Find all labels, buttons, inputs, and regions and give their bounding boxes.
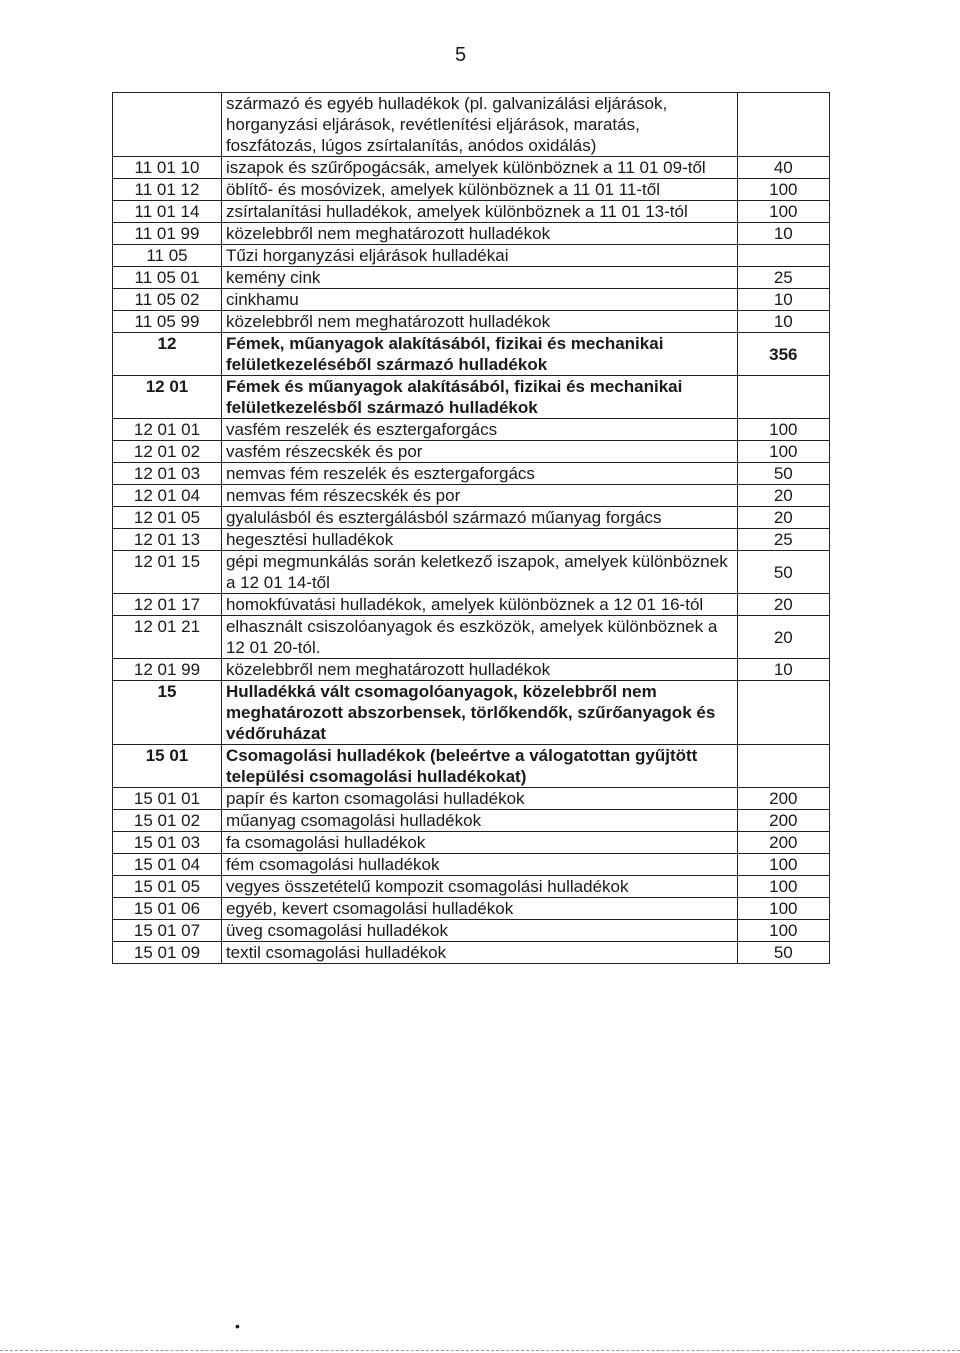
description-cell: műanyag csomagolási hulladékok	[221, 810, 737, 832]
table-row	[113, 485, 830, 507]
description-cell: Fémek, műanyagok alakításából, fizikai és mechanikai felületkezeléséből származó hulladékok	[221, 333, 737, 376]
amount-cell: 100	[737, 898, 829, 920]
waste-code-cell: 11 05 99	[113, 311, 222, 333]
description-cell: hegesztési hulladékok	[221, 529, 737, 551]
table-row	[113, 93, 830, 157]
waste-code-table	[112, 92, 830, 964]
waste-code-cell: 11 05 01	[113, 267, 222, 289]
description-cell: Hulladékká vált csomagolóanyagok, közelebbről nem meghatározott abszorbensek, törlőkendők, szűrőanyagok és védőruházat	[221, 681, 737, 745]
description-cell: közelebbről nem meghatározott hulladékok	[221, 311, 737, 333]
table-row	[113, 463, 830, 485]
waste-code-cell: 12 01 04	[113, 485, 222, 507]
table-row	[113, 419, 830, 441]
waste-code-cell: 15 01 05	[113, 876, 222, 898]
description-cell: Fémek és műanyagok alakításából, fizikai és mechanikai felületkezelésből származó hulladékok	[221, 376, 737, 419]
table-row	[113, 223, 830, 245]
amount-cell	[737, 745, 829, 788]
waste-code-cell: 12 01 17	[113, 594, 222, 616]
waste-code-cell: 11 01 10	[113, 157, 222, 179]
amount-cell: 10	[737, 289, 829, 311]
table-row	[113, 616, 830, 659]
amount-cell: 10	[737, 311, 829, 333]
description-cell: gépi megmunkálás során keletkező iszapok, amelyek különböznek a 12 01 14-től	[221, 551, 737, 594]
table-row	[113, 267, 830, 289]
description-cell: vasfém részecskék és por	[221, 441, 737, 463]
description-cell: Csomagolási hulladékok (beleértve a válogatottan gyűjtött települési csomagolási hulladékokat)	[221, 745, 737, 788]
amount-cell: 25	[737, 267, 829, 289]
table-row	[113, 179, 830, 201]
description-cell: gyalulásból és esztergálásból származó műanyag forgács	[221, 507, 737, 529]
waste-code-cell: 12 01 03	[113, 463, 222, 485]
amount-cell	[737, 93, 829, 157]
amount-cell: 200	[737, 788, 829, 810]
table-row	[113, 659, 830, 681]
amount-cell: 20	[737, 485, 829, 507]
table-row	[113, 333, 830, 376]
waste-code-cell: 15	[113, 681, 222, 745]
table-row	[113, 529, 830, 551]
amount-cell: 40	[737, 157, 829, 179]
amount-cell: 100	[737, 854, 829, 876]
amount-cell: 20	[737, 616, 829, 659]
waste-code-cell: 12 01 02	[113, 441, 222, 463]
amount-cell: 100	[737, 179, 829, 201]
amount-cell: 100	[737, 201, 829, 223]
description-cell: nemvas fém reszelék és esztergaforgács	[221, 463, 737, 485]
waste-code-cell: 15 01 06	[113, 898, 222, 920]
description-cell: öblítő- és mosóvizek, amelyek különböznek a 11 01 11-től	[221, 179, 737, 201]
table-row	[113, 441, 830, 463]
amount-cell	[737, 245, 829, 267]
table-row	[113, 788, 830, 810]
bottom-scan-edge	[0, 1350, 960, 1351]
description-cell: fa csomagolási hulladékok	[221, 832, 737, 854]
description-cell: iszapok és szűrőpogácsák, amelyek különböznek a 11 01 09-től	[221, 157, 737, 179]
description-cell: zsírtalanítási hulladékok, amelyek különböznek a 11 01 13-tól	[221, 201, 737, 223]
waste-code-cell	[113, 93, 222, 157]
table-row	[113, 201, 830, 223]
amount-cell: 10	[737, 223, 829, 245]
waste-code-cell: 11 05	[113, 245, 222, 267]
table-row	[113, 920, 830, 942]
amount-cell: 10	[737, 659, 829, 681]
page-number: 5	[455, 44, 467, 66]
amount-cell: 100	[737, 920, 829, 942]
table-row	[113, 551, 830, 594]
waste-code-cell: 11 01 12	[113, 179, 222, 201]
description-cell: cinkhamu	[221, 289, 737, 311]
amount-cell	[737, 376, 829, 419]
amount-cell: 20	[737, 507, 829, 529]
description-cell: kemény cink	[221, 267, 737, 289]
waste-code-cell: 12 01 01	[113, 419, 222, 441]
description-cell: textil csomagolási hulladékok	[221, 942, 737, 964]
waste-code-cell: 15 01 07	[113, 920, 222, 942]
description-cell: fém csomagolási hulladékok	[221, 854, 737, 876]
table-row	[113, 876, 830, 898]
waste-code-cell: 15 01 04	[113, 854, 222, 876]
table-row	[113, 681, 830, 745]
table-row	[113, 745, 830, 788]
table-row	[113, 942, 830, 964]
description-cell: vegyes összetételű kompozit csomagolási hulladékok	[221, 876, 737, 898]
amount-cell: 200	[737, 832, 829, 854]
waste-code-cell: 11 01 14	[113, 201, 222, 223]
description-cell: egyéb, kevert csomagolási hulladékok	[221, 898, 737, 920]
description-cell: nemvas fém részecskék és por	[221, 485, 737, 507]
table-row	[113, 507, 830, 529]
waste-code-cell: 12 01 15	[113, 551, 222, 594]
table-row	[113, 898, 830, 920]
waste-code-cell: 12 01 05	[113, 507, 222, 529]
waste-code-table-body	[113, 93, 830, 964]
waste-code-cell: 12 01 99	[113, 659, 222, 681]
waste-code-cell: 12 01	[113, 376, 222, 419]
amount-cell: 25	[737, 529, 829, 551]
table-row	[113, 854, 830, 876]
table-row	[113, 311, 830, 333]
waste-code-cell: 12 01 13	[113, 529, 222, 551]
waste-code-cell: 12 01 21	[113, 616, 222, 659]
waste-code-cell: 15 01 02	[113, 810, 222, 832]
amount-cell: 100	[737, 441, 829, 463]
table-row	[113, 245, 830, 267]
amount-cell: 100	[737, 876, 829, 898]
amount-cell: 200	[737, 810, 829, 832]
description-cell: papír és karton csomagolási hulladékok	[221, 788, 737, 810]
waste-code-cell: 15 01 01	[113, 788, 222, 810]
table-row	[113, 157, 830, 179]
description-cell: Tűzi horganyzási eljárások hulladékai	[221, 245, 737, 267]
table-row	[113, 810, 830, 832]
description-cell: elhasznált csiszolóanyagok és eszközök, amelyek különböznek a 12 01 20-tól.	[221, 616, 737, 659]
table-row	[113, 289, 830, 311]
description-cell: homokfúvatási hulladékok, amelyek különböznek a 12 01 16-tól	[221, 594, 737, 616]
amount-cell: 356	[737, 333, 829, 376]
description-cell: származó és egyéb hulladékok (pl. galvanizálási eljárások, horganyzási eljárások, revétlenítési eljárások, maratás, foszfátozás, lúgos zsírtalanítás, anódos oxidálás)	[221, 93, 737, 157]
waste-code-cell: 15 01	[113, 745, 222, 788]
table-row	[113, 594, 830, 616]
amount-cell: 50	[737, 551, 829, 594]
description-cell: közelebbről nem meghatározott hulladékok	[221, 223, 737, 245]
waste-code-cell: 15 01 03	[113, 832, 222, 854]
description-cell: vasfém reszelék és esztergaforgács	[221, 419, 737, 441]
description-cell: közelebbről nem meghatározott hulladékok	[221, 659, 737, 681]
stray-mark: •	[235, 1318, 240, 1334]
waste-code-cell: 15 01 09	[113, 942, 222, 964]
waste-code-cell: 12	[113, 333, 222, 376]
amount-cell: 50	[737, 942, 829, 964]
description-cell: üveg csomagolási hulladékok	[221, 920, 737, 942]
table-row	[113, 376, 830, 419]
amount-cell: 50	[737, 463, 829, 485]
waste-code-cell: 11 01 99	[113, 223, 222, 245]
amount-cell: 100	[737, 419, 829, 441]
amount-cell: 20	[737, 594, 829, 616]
table-row	[113, 832, 830, 854]
amount-cell	[737, 681, 829, 745]
waste-code-cell: 11 05 02	[113, 289, 222, 311]
